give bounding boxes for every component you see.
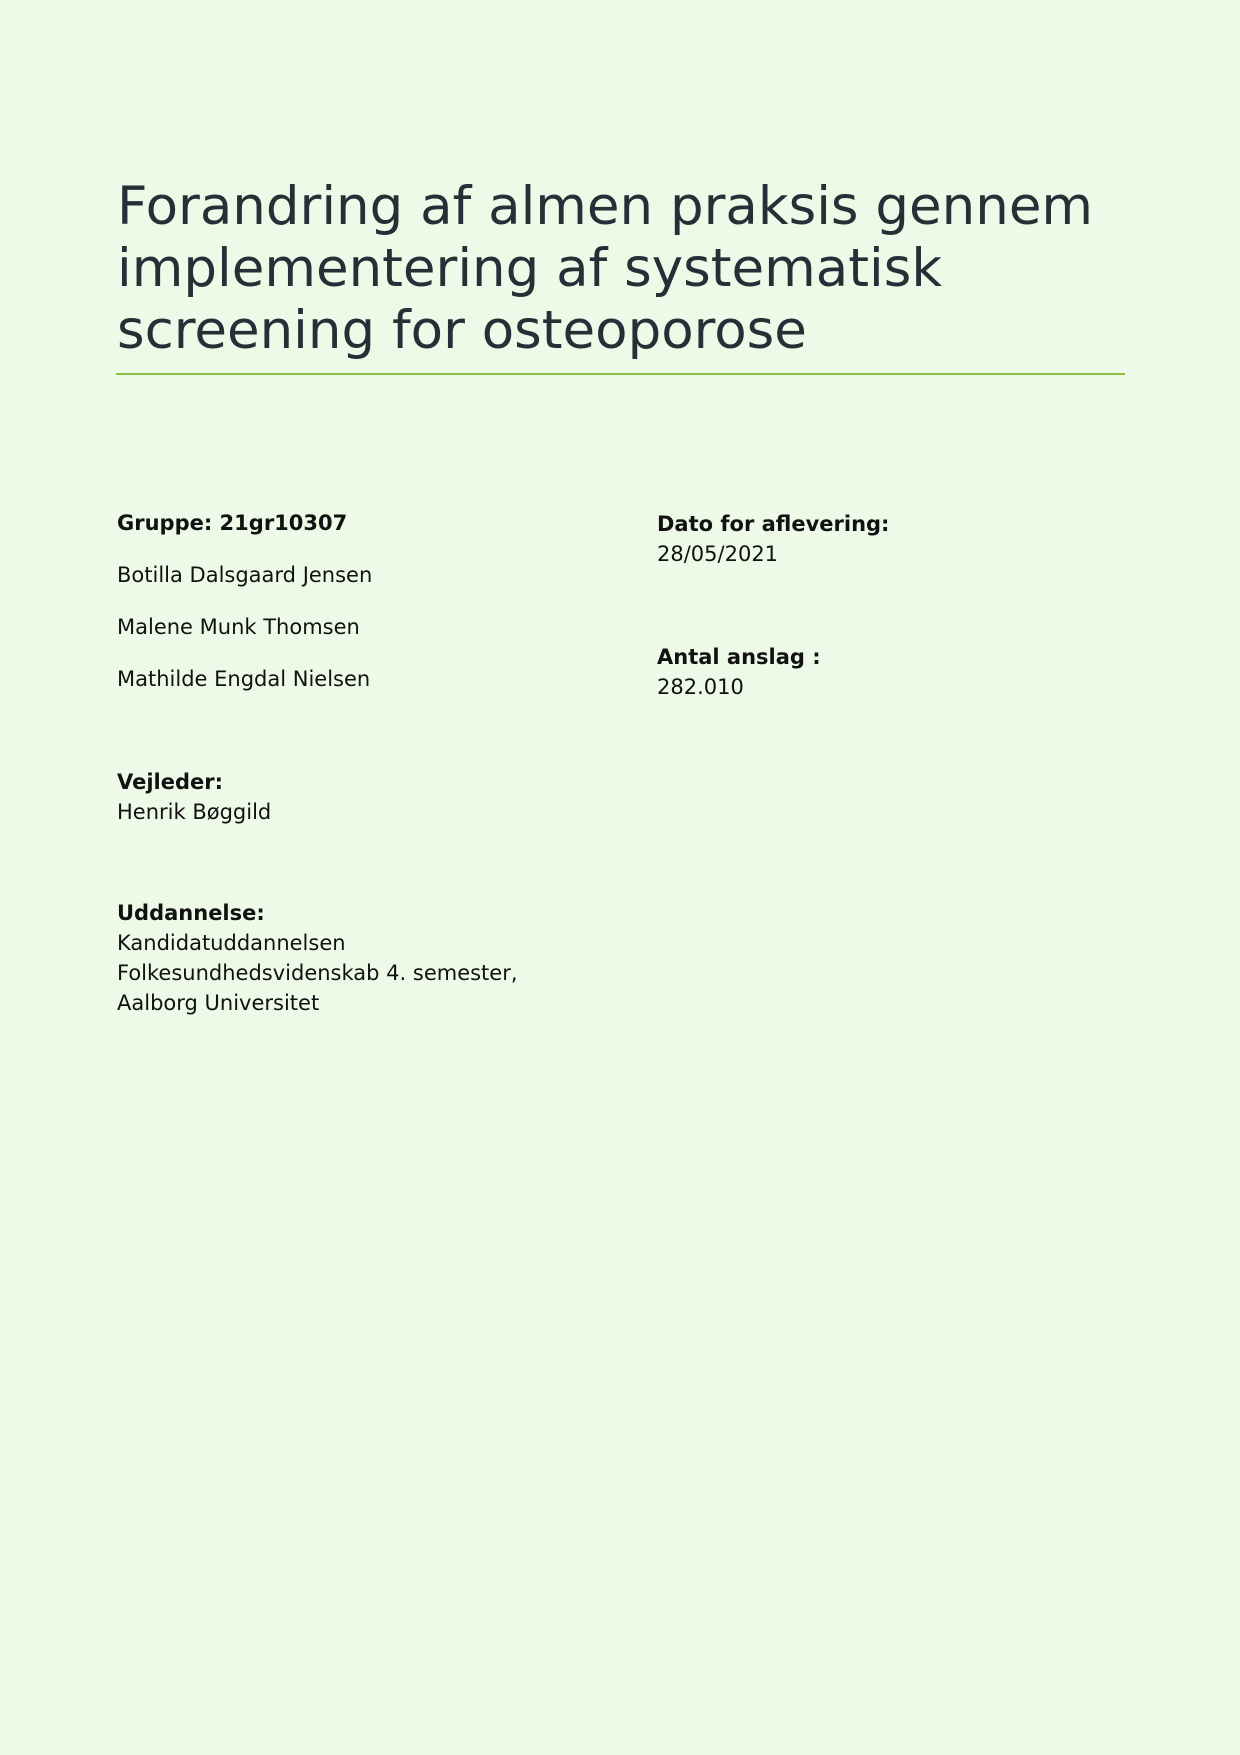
group-section bbox=[117, 508, 372, 694]
submission-date-section bbox=[657, 509, 889, 569]
education-line: Kandidatuddannelsen bbox=[117, 931, 346, 955]
character-count-label: Antal anslag : bbox=[657, 645, 821, 669]
advisor-section bbox=[117, 767, 271, 827]
title-line: implementering af systematisk bbox=[117, 238, 943, 299]
education-line: Aalborg Universitet bbox=[117, 991, 320, 1015]
advisor-label: Vejleder: bbox=[117, 770, 224, 794]
education-line: Folkesundhedsvidenskab 4. semester, bbox=[117, 961, 518, 985]
character-count-value: 282.010 bbox=[657, 675, 744, 699]
education-label: Uddannelse: bbox=[117, 901, 265, 925]
group-label: Gruppe: 21gr10307 bbox=[117, 511, 348, 535]
title-divider bbox=[116, 373, 1125, 375]
page-title bbox=[117, 176, 1127, 362]
title-line: screening for osteoporose bbox=[117, 300, 807, 361]
education-section bbox=[117, 898, 518, 1018]
title-line: Forandring af almen praksis gennem bbox=[117, 176, 1094, 237]
group-member: Malene Munk Thomsen bbox=[117, 615, 360, 639]
character-count-section bbox=[657, 642, 821, 702]
group-member: Botilla Dalsgaard Jensen bbox=[117, 563, 373, 587]
advisor-name: Henrik Bøggild bbox=[117, 800, 272, 824]
submission-date-value: 28/05/2021 bbox=[657, 542, 779, 566]
submission-date-label: Dato for aflevering: bbox=[657, 512, 890, 536]
group-member: Mathilde Engdal Nielsen bbox=[117, 667, 371, 691]
